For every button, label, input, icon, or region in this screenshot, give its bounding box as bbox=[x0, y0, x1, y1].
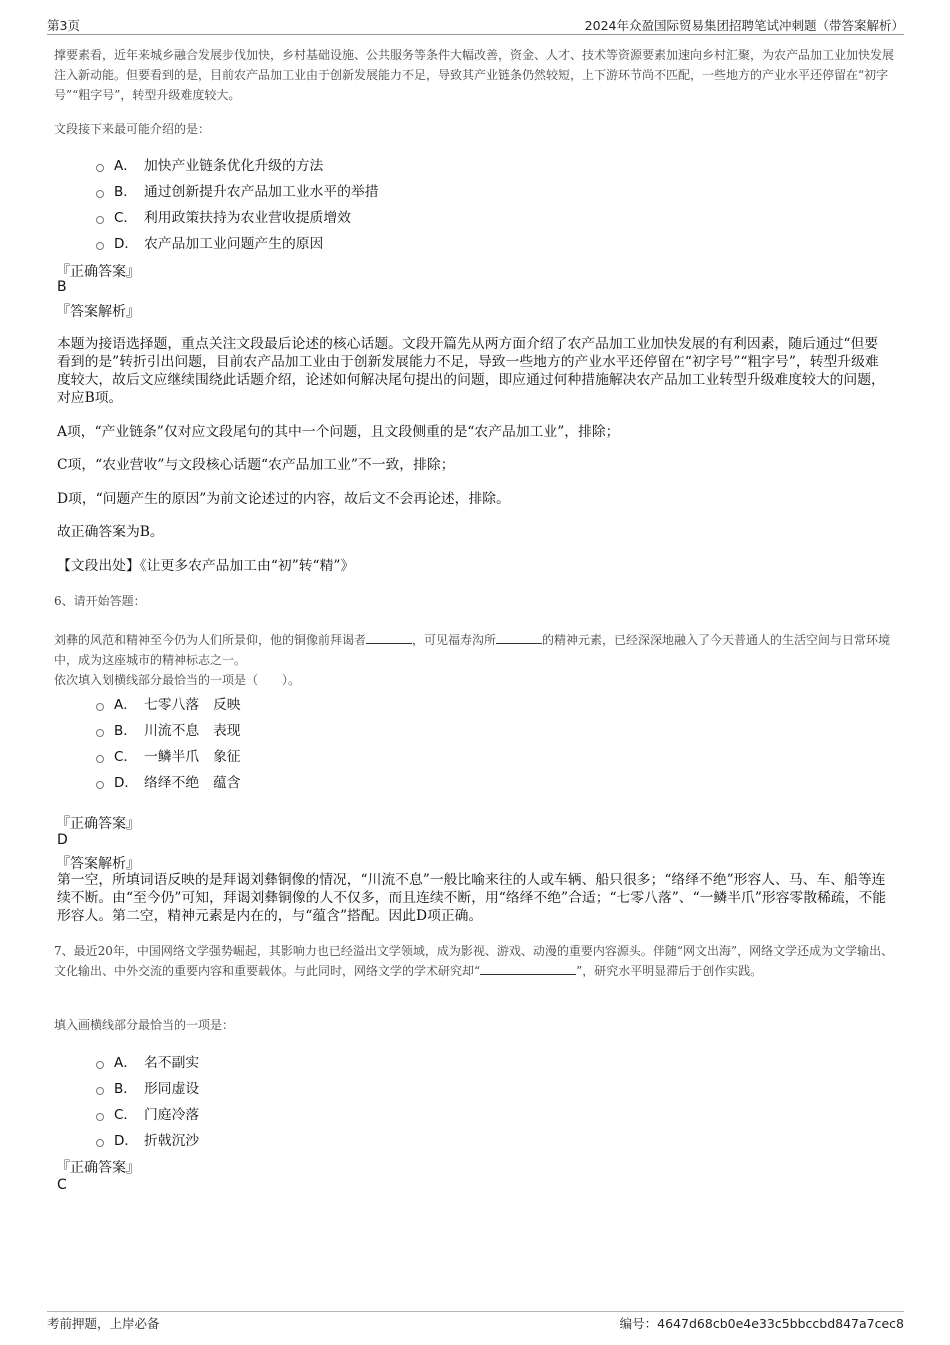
q5-option-a[interactable]: A． 加快产业链条优化升级的方法 bbox=[96, 154, 323, 174]
q5-option-b[interactable]: B． 通过创新提升农产品加工业水平的举措 bbox=[96, 180, 379, 200]
q7-stem: 填入画横线部分最恰当的一项是： bbox=[54, 1018, 235, 1032]
q7-passage: 7、最近20年，中国网络文学强势崛起，其影响力也已经溢出文学领域，成为影视、游戏、动漫的重要内容源头。伴随“网文出海”，网络文学还成为文学输出、文化输出、中外交流的重要内容和重要载体。与此同时，网络文学的学术研究却“ ”，研究水平明显滞后于创作实践。 bbox=[54, 944, 894, 978]
radio-icon[interactable] bbox=[96, 1139, 104, 1147]
radio-icon[interactable] bbox=[96, 755, 104, 763]
blank-2 bbox=[496, 631, 542, 644]
q5-analysis-d: D项，“问题产生的原因”为前文论述过的内容，故后文不会再论述，排除。 bbox=[57, 491, 510, 507]
q5-stem: 文段接下来最可能介绍的是： bbox=[54, 122, 211, 136]
q6-option-b[interactable]: B． 川流不息 表现 bbox=[96, 719, 241, 739]
radio-icon[interactable] bbox=[96, 1061, 104, 1069]
q5-option-d[interactable]: D． 农产品加工业问题产生的原因 bbox=[96, 232, 323, 252]
page-number: 第3页 bbox=[47, 18, 80, 33]
q5-answer-label: 『正确答案』 bbox=[56, 264, 140, 280]
radio-icon[interactable] bbox=[96, 242, 104, 250]
q6-option-c[interactable]: C． 一鳞半爪 象征 bbox=[96, 745, 241, 765]
q6-answer: D bbox=[57, 832, 68, 848]
radio-icon[interactable] bbox=[96, 216, 104, 224]
blank-3 bbox=[480, 962, 576, 975]
q6-analysis: 第一空，所填词语反映的是拜谒刘彝铜像的情况，“川流不息”一般比喻来往的人或车辆、船只很多；“络绎不绝”形容人、马、车、船等连续不断。由“至今仍”可知，拜谒刘彝铜像的人不仅多，而且连续不断，用“络绎不绝”合适；“七零八落”、“一鳞半爪”形容零散稀疏，不能形容人。第二空，精神元素是内在的，与“蕴含”搭配。因此D项正确。 bbox=[57, 872, 887, 924]
q5-analysis-label: 『答案解析』 bbox=[56, 304, 140, 320]
radio-icon[interactable] bbox=[96, 703, 104, 711]
footer-rule bbox=[47, 1311, 904, 1312]
blank-1 bbox=[366, 631, 412, 644]
q7-answer: C bbox=[57, 1177, 67, 1193]
q6-stem: 依次填入划横线部分最恰当的一项是（ ）。 bbox=[54, 673, 301, 687]
q7-answer-label: 『正确答案』 bbox=[56, 1160, 140, 1176]
q5-analysis-main: 本题为接语选择题，重点关注文段最后论述的核心话题。文段开篇先从两方面介绍了农产品加工业加快发展的有利因素，随后通过“但要看到的是”转折引出问题，目前农产品加工业由于创新发展能力不足，导致一些地方的产业水平还停留在“初字号”“粗字号”，转型升级难度较大，故后文应继续围绕此话题介绍，论述如何解决尾句提出的问题，即应通过何种措施解决农产品加工业转型升级难度较大的问题，对应B项。 bbox=[57, 336, 885, 406]
radio-icon[interactable] bbox=[96, 190, 104, 198]
q6-option-a[interactable]: A． 七零八落 反映 bbox=[96, 693, 241, 713]
q5-analysis-a: A项，“产业链条”仅对应文段尾句的其中一个问题，且文段侧重的是“农产品加工业”，排除； bbox=[57, 424, 620, 440]
q6-passage: 刘彝的风范和精神至今仍为人们所景仰，他的铜像前拜谒者 ，可见福寿沟所 的精神元素，已经深深地融入了今天普通人的生活空间与日常环境中，成为这座城市的精神标志之一。 bbox=[54, 633, 891, 667]
q6-option-d[interactable]: D． 络绎不绝 蕴含 bbox=[96, 771, 241, 791]
q7-option-d[interactable]: D． 折戟沉沙 bbox=[96, 1129, 199, 1149]
q5-passage: 撑要素看，近年来城乡融合发展步伐加快，乡村基础设施、公共服务等条件大幅改善，资金、人才、技术等资源要素加速向乡村汇聚，为农产品加工业加快发展注入新动能。但要看到的是，目前农产品加工业由于创新发展能力不足，导致其产业链条仍然较短，上下游环节尚不匹配，一些地方的产业水平还停留在“初字号”“粗字号”，转型升级难度较大。 bbox=[54, 48, 895, 102]
q5-analysis-c: C项，“农业营收”与文段核心话题“农产品加工业”不一致，排除； bbox=[57, 457, 455, 473]
radio-icon[interactable] bbox=[96, 1087, 104, 1095]
q5-answer: B bbox=[57, 279, 67, 295]
document-serial: 编号：4647d68cb0e4e33c5bbccbd847a7cec8 bbox=[619, 1316, 904, 1331]
footer-slogan: 考前押题，上岸必备 bbox=[47, 1316, 160, 1331]
q5-source: 【文段出处】《让更多农产品加工由“初”转“精”》 bbox=[57, 558, 355, 574]
radio-icon[interactable] bbox=[96, 781, 104, 789]
document-title: 2024年众盈国际贸易集团招聘笔试冲刺题（带答案解析） bbox=[584, 18, 904, 33]
header-rule bbox=[47, 34, 904, 35]
radio-icon[interactable] bbox=[96, 1113, 104, 1121]
radio-icon[interactable] bbox=[96, 729, 104, 737]
q6-analysis-label: 『答案解析』 bbox=[56, 856, 140, 872]
q5-conclusion: 故正确答案为B。 bbox=[57, 524, 164, 540]
q7-option-b[interactable]: B． 形同虚设 bbox=[96, 1077, 199, 1097]
q7-option-a[interactable]: A． 名不副实 bbox=[96, 1051, 199, 1071]
q6-title: 6、请开始答题： bbox=[54, 594, 146, 608]
q6-answer-label: 『正确答案』 bbox=[56, 816, 140, 832]
radio-icon[interactable] bbox=[96, 164, 104, 172]
q5-option-c[interactable]: C． 利用政策扶持为农业营收提质增效 bbox=[96, 206, 351, 226]
q7-option-c[interactable]: C． 门庭冷落 bbox=[96, 1103, 199, 1123]
